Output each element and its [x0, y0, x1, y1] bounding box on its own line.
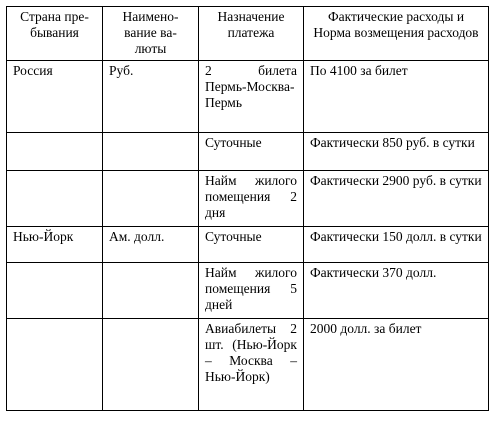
header-purpose: Назначение платежа: [199, 7, 304, 61]
table-row: [7, 319, 489, 411]
cell-country: [7, 133, 103, 171]
cell-amount: Фактически 850 руб. в сутки: [304, 133, 489, 171]
header-country: Страна пре-бывания: [7, 7, 103, 61]
cell-purpose: Найм жилого помещения 2 дня: [199, 171, 304, 227]
cell-amount: Фактически 150 долл. в сутки: [304, 227, 489, 263]
cell-purpose: [199, 61, 304, 133]
expenses-table: [6, 6, 489, 411]
cell-amount: 2000 долл. за билет: [304, 319, 489, 411]
cell-currency: Руб.: [103, 61, 199, 133]
table-header-row: [7, 7, 489, 61]
cell-country: Россия: [7, 61, 103, 133]
table-row: [7, 227, 489, 263]
cell-purpose: Суточные: [199, 133, 304, 171]
cell-country: [7, 171, 103, 227]
cell-country: [7, 319, 103, 411]
cell-purpose: Авиабилеты 2 шт. (Нью-Йорк – Москва – Нью-Йорк): [199, 319, 304, 411]
cell-currency: [103, 133, 199, 171]
cell-currency: [103, 263, 199, 319]
purpose-part: 2: [205, 63, 212, 78]
cell-currency: Ам. долл.: [103, 227, 199, 263]
table-row: [7, 61, 489, 133]
purpose-rest: Пермь-Москва-Пермь: [205, 79, 295, 110]
cell-purpose: Суточные: [199, 227, 304, 263]
header-currency: Наимено-вание ва-люты: [103, 7, 199, 61]
cell-country: [7, 263, 103, 319]
cell-amount: По 4100 за билет: [304, 61, 489, 133]
purpose-first-line: [205, 63, 297, 79]
table-row: [7, 263, 489, 319]
cell-amount: Фактически 2900 руб. в сутки: [304, 171, 489, 227]
cell-currency: [103, 171, 199, 227]
purpose-part: билета: [258, 63, 297, 78]
cell-amount: Фактически 370 долл.: [304, 263, 489, 319]
table-row: [7, 133, 489, 171]
cell-currency: [103, 319, 199, 411]
cell-purpose: Найм жилого помещения 5 дней: [199, 263, 304, 319]
cell-country: Нью-Йорк: [7, 227, 103, 263]
table-row: [7, 171, 489, 227]
header-amount: Фактические расходы и Норма возмещения расходов: [304, 7, 489, 61]
